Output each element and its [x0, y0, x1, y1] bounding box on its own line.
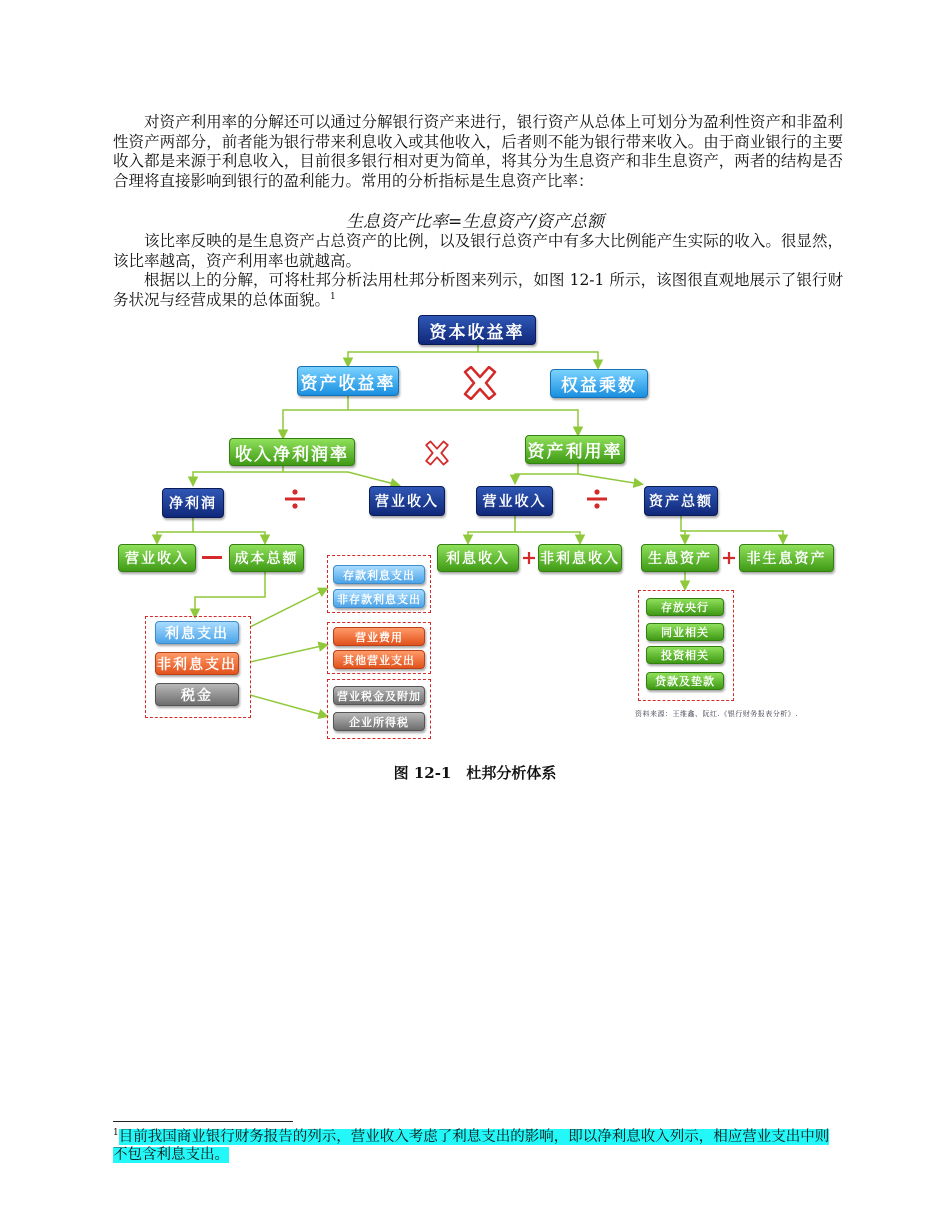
- dupont-diagram: [113, 312, 843, 742]
- formula-earning-asset-ratio: 生息资产比率=生息资产/资产总额: [346, 212, 604, 232]
- earning-assets-box: 生息资产: [641, 544, 719, 572]
- net-margin-box: 收入净利润率: [229, 438, 355, 466]
- total-assets-box: 资产总额: [644, 486, 718, 516]
- loans-box: 贷款及垫款: [646, 672, 724, 690]
- operating-expense-box: 营业费用: [333, 627, 425, 646]
- other-operating-exp-box: 其他营业支出: [333, 650, 425, 669]
- plus-icon: [522, 551, 536, 565]
- non-deposit-interest-exp-box: 非存款利息支出: [333, 589, 425, 608]
- equity-multiplier-box: 权益乘数: [550, 369, 648, 398]
- interest-exp-box: 利息支出: [155, 621, 239, 644]
- footnote: [113, 1128, 843, 1164]
- multiply-icon-2: [424, 440, 450, 466]
- central-bank-box: 存放央行: [646, 598, 724, 616]
- divide-icon-2: [586, 488, 608, 510]
- footnote-separator: [113, 1121, 293, 1122]
- non-interest-income-box: 非利息收入: [538, 544, 622, 572]
- tax-box: 税金: [155, 683, 239, 706]
- interbank-box: 同业相关: [646, 623, 724, 641]
- net-profit-box: 净利润: [162, 488, 224, 518]
- non-interest-exp-box: 非利息支出: [155, 652, 239, 675]
- revenue-box-c: 营业收入: [118, 544, 196, 572]
- minus-icon: [202, 556, 222, 559]
- non-earning-assets-box: 非生息资产: [739, 544, 834, 572]
- deposit-interest-exp-box: 存款利息支出: [333, 565, 425, 584]
- paragraph-dupont-text: 根据以上的分解，可将杜邦分析法用杜邦分析图来列示，如图 12-1 所示，该图很直观地展示了银行财务状况与经营成果的总体面貌。: [113, 271, 843, 309]
- total-cost-box: 成本总额: [229, 544, 304, 572]
- footnote-text: 目前我国商业银行财务报告的列示，营业收入考虑了利息支出的影响，即以净利息收入列示，相应营业支出中则不包含利息支出。: [113, 1129, 830, 1163]
- interest-income-box: 利息收入: [437, 544, 519, 572]
- roa-box: 资产收益率: [297, 366, 399, 396]
- revenue-box-b: 营业收入: [476, 486, 553, 516]
- paragraph-ratio-meaning: 该比率反映的是生息资产占总资产的比例，以及银行总资产中有多大比例能产生实际的收入。很显然，该比率越高，资产利用率也就越高。: [113, 232, 843, 270]
- business-tax-box: 营业税金及附加: [333, 686, 425, 705]
- multiply-icon: [462, 366, 498, 400]
- diagram-source: 资料来源：王维鑫、阮红.《银行财务报表分析》.: [635, 710, 798, 718]
- paragraph-asset-decomposition: 对资产利用率的分解还可以通过分解银行资产来进行，银行资产从总体上可划分为盈利性资产和非盈利性资产两部分，前者能为银行带来利息收入或其他收入，后者则不能为银行带来收入。由于商业银行的主要收入都是来源于利息收入，目前很多银行相对更为简单，将其分为生息资产和非生息资产，两者的结构是否合理将直接影响到银行的盈利能力。常用的分析指标是生息资产比率：: [113, 113, 843, 190]
- figure-caption: 图 12-1 杜邦分析体系: [393, 764, 557, 782]
- income-tax-box: 企业所得税: [333, 712, 425, 731]
- asset-utilization-box: 资产利用率: [525, 435, 625, 464]
- divide-icon: [284, 488, 306, 510]
- roe-box: 资本收益率: [418, 315, 536, 345]
- revenue-box-a: 营业收入: [369, 486, 445, 516]
- plus-icon-2: [722, 551, 736, 565]
- paragraph-dupont-intro: [113, 271, 843, 310]
- footnote-ref: 1: [330, 291, 336, 302]
- investment-box: 投资相关: [646, 646, 724, 664]
- footnote-mark: 1: [113, 1128, 119, 1139]
